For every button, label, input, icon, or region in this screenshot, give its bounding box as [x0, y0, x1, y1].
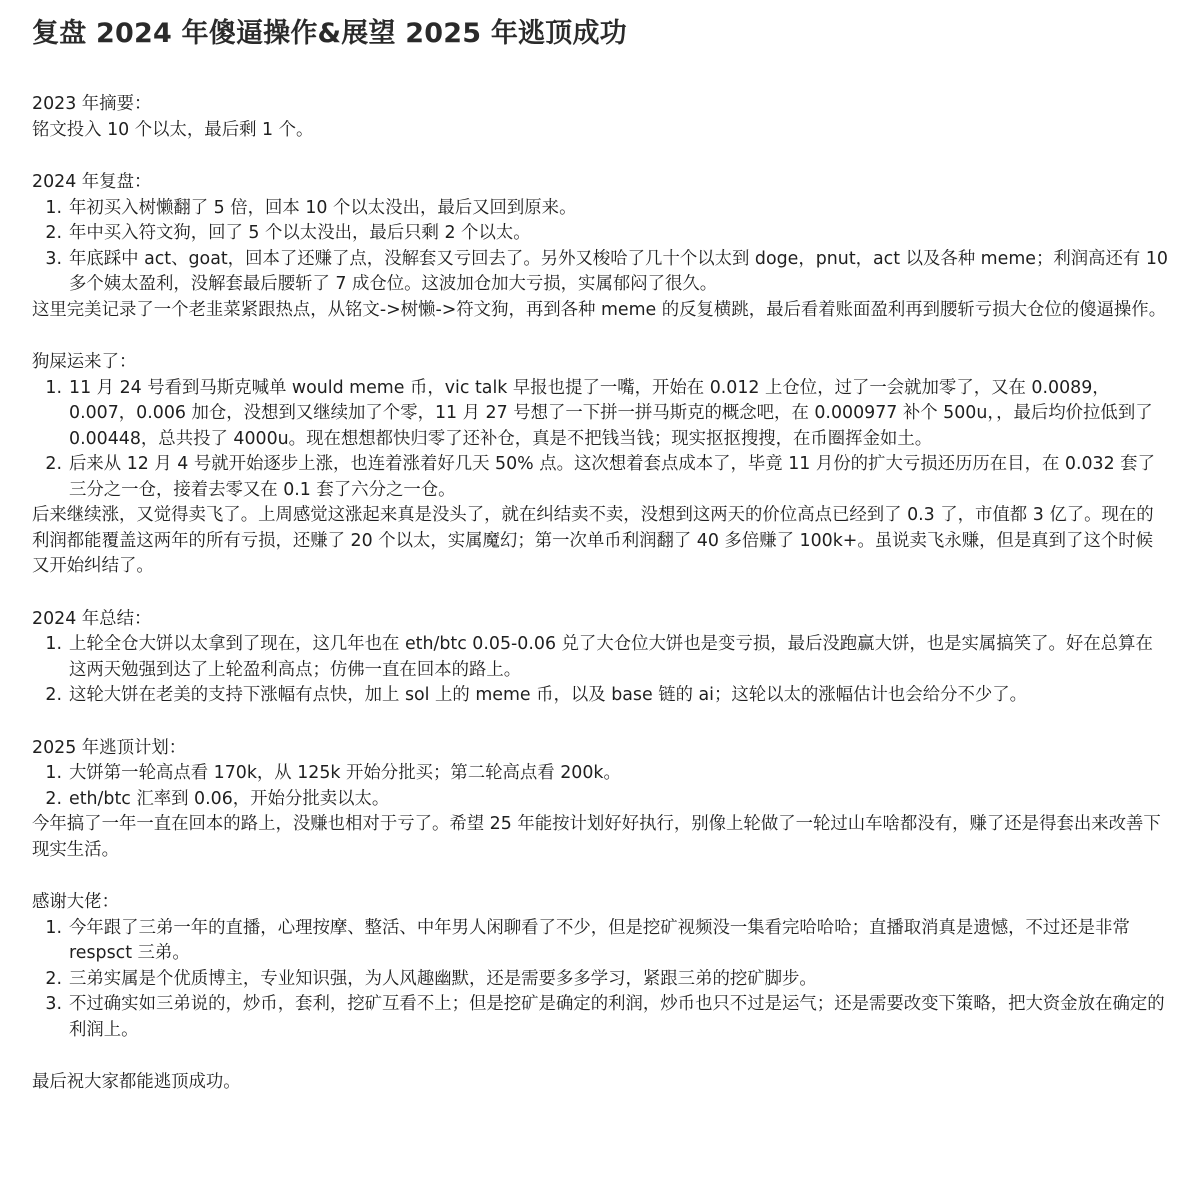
list-text: 不过确实如三弟说的，炒币，套利，挖矿互看不上；但是挖矿是确定的利润，炒币也只不过是运气；还是需要改变下策略，把大资金放在确定的利润上。 [69, 994, 1165, 1040]
numbered-list [32, 632, 1168, 709]
list-item [32, 247, 1168, 298]
list-number: 2. [45, 223, 62, 243]
document-title: 复盘 2024 年傻逼操作&展望 2025 年逃顶成功 [32, 18, 627, 49]
list-text: eth/btc 汇率到 0.06，开始分批卖以太。 [69, 788, 390, 809]
section-2024-review [32, 170, 1168, 323]
list-item [32, 376, 1168, 453]
list-number: 1. [45, 763, 62, 783]
section-2024-conclusion [32, 607, 1168, 709]
closing-line: 最后祝大家都能逃顶成功。 [32, 1072, 241, 1092]
section-thanks [32, 890, 1168, 1043]
list-number: 2. [45, 685, 62, 705]
section-heading: 2024 年总结： [32, 608, 152, 629]
list-text: 大饼第一轮高点看 170k，从 125k 开始分批买；第二轮高点看 200k。 [69, 763, 621, 783]
numbered-list [32, 761, 1168, 812]
list-item [32, 221, 1168, 247]
section-paragraph: 后来继续涨，又觉得卖飞了。上周感觉这涨起来真是没头了，就在纠结卖不卖，没想到这两天的价位高点已经到了 0.3 了，市值都 3 亿了。现在的利润都能覆盖这两年的所有亏损，还赚了 20 个以太，实属魔幻；第一次单币利润翻了 40 多倍赚了 100k+。虽说卖飞永赚，但是真到了这个时候又开始纠结了。 [32, 505, 1154, 576]
list-item [32, 196, 1168, 222]
numbered-list [32, 196, 1168, 298]
list-number: 2. [45, 968, 62, 989]
list-item [32, 967, 1168, 993]
list-item [32, 992, 1168, 1043]
list-text: 11 月 24 号看到马斯克喊单 would meme 币，vic talk 早报也提了一嘴，开始在 0.012 上仓位，过了一会就加零了，又在 0.0089，0.007，0.006 加仓，没想到又继续加了个零，11 月 27 号想了一下拼一拼马斯克的概念吧，在 0.000977 补个 500u，，最后均价拉低到了 0.00448，总共投了 4000u。现在想想都快归零了还补仓，真是不把钱当钱；现实抠抠搜搜，在币圈挥金如土。 [69, 377, 1153, 449]
list-number: 2. [45, 454, 62, 474]
section-2025-plan [32, 736, 1168, 864]
numbered-list [32, 376, 1168, 504]
list-number: 3. [45, 994, 62, 1014]
list-item [32, 787, 1168, 813]
list-item [32, 452, 1168, 503]
list-number: 2. [45, 788, 62, 809]
list-number: 3. [45, 248, 62, 269]
list-text: 年底踩中 act、goat，回本了还赚了点，没解套又亏回去了。另外又梭哈了几十个以太到 doge，pnut，act 以及各种 meme；利润高还有 10 多个姨太盈利，没解套最后腰斩了 7 成仓位。这波加仓加大亏损，实属郁闷了很久。 [69, 248, 1168, 294]
section-heading: 2025 年逃顶计划： [32, 737, 187, 758]
list-text: 年初买入树懒翻了 5 倍，回本 10 个以太没出，最后又回到原来。 [69, 197, 577, 218]
section-heading: 感谢大佬： [32, 892, 119, 912]
section-lucky-break [32, 350, 1168, 580]
list-text: 年中买入符文狗，回了 5 个以太没出，最后只剩 2 个以太。 [69, 223, 531, 243]
numbered-list [32, 916, 1168, 1044]
list-number: 1. [45, 634, 62, 654]
list-item [32, 683, 1168, 709]
list-item [32, 632, 1168, 683]
list-text: 上轮全仓大饼以太拿到了现在，这几年也在 eth/btc 0.05-0.06 兑了大仓位大饼也是变亏损，最后没跑赢大饼，也是实属搞笑了。好在总算在这两天勉强到达了上轮盈利高点；仿佛一直在回本的路上。 [69, 634, 1153, 680]
list-text: 后来从 12 月 4 号就开始逐步上涨，也连着涨着好几天 50% 点。这次想着套点成本了，毕竟 11 月份的扩大亏损还历历在目，在 0.032 套了三分之一仓，接着去零又在 0.1 套了六分之一仓。 [69, 454, 1155, 500]
section-line: 铭文投入 10 个以太，最后剩 1 个。 [32, 119, 314, 140]
list-number: 1. [45, 377, 62, 398]
list-number: 1. [45, 197, 62, 218]
list-item [32, 761, 1168, 787]
section-2023-summary [32, 92, 1168, 143]
list-number: 1. [45, 917, 62, 938]
list-text: 三弟实属是个优质博主，专业知识强，为人风趣幽默，还是需要多多学习，紧跟三弟的挖矿脚步。 [69, 968, 817, 989]
list-text: 这轮大饼在老美的支持下涨幅有点快，加上 sol 上的 meme 币，以及 base 链的 ai；这轮以太的涨幅估计也会给分不少了。 [69, 685, 1028, 705]
section-heading: 2023 年摘要： [32, 94, 152, 114]
section-heading: 2024 年复盘： [32, 172, 152, 192]
list-item [32, 916, 1168, 967]
section-paragraph: 这里完美记录了一个老韭菜紧跟热点，从铭文->树懒->符文狗，再到各种 meme 的反复横跳，最后看着账面盈利再到腰斩亏损大仓位的傻逼操作。 [32, 299, 1167, 320]
list-text: 今年跟了三弟一年的直播，心理按摩、整活、中年男人闲聊看了不少，但是挖矿视频没一集看完哈哈哈；直播取消真是遗憾，不过还是非常 respsct 三弟。 [69, 917, 1130, 963]
section-heading: 狗屎运来了： [32, 352, 137, 372]
section-paragraph: 今年搞了一年一直在回本的路上，没赚也相对于亏了。希望 25 年能按计划好好执行，别像上轮做了一轮过山车啥都没有，赚了还是得套出来改善下现实生活。 [32, 814, 1161, 860]
